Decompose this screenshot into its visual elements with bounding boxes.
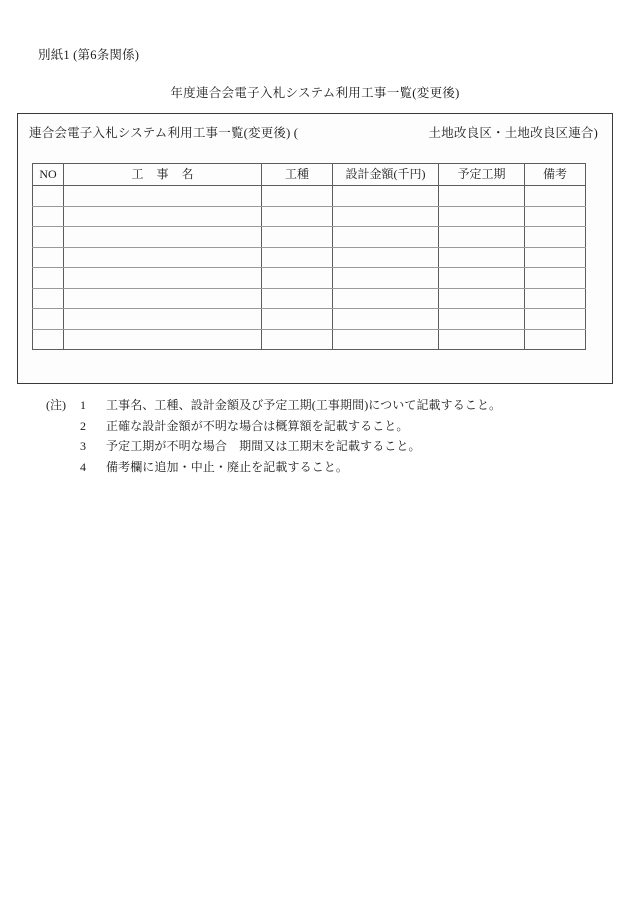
table-header-row	[33, 164, 586, 186]
cell-remarks[interactable]	[525, 206, 586, 227]
cell-work-type[interactable]	[262, 186, 333, 207]
table-header	[33, 164, 586, 186]
cell-work-name[interactable]	[64, 247, 262, 268]
cell-work-name[interactable]	[64, 268, 262, 289]
cell-design-amount[interactable]	[333, 268, 439, 289]
table-row[interactable]	[33, 227, 586, 248]
form-outer-box	[17, 113, 613, 384]
note-item	[46, 458, 501, 479]
form-number-label: 別紙1 (第6条関係)	[38, 48, 140, 62]
cell-work-name[interactable]	[64, 329, 262, 350]
cell-work-name[interactable]	[64, 206, 262, 227]
cell-no[interactable]	[33, 309, 64, 330]
cell-scheduled-period[interactable]	[439, 186, 525, 207]
cell-work-type[interactable]	[262, 206, 333, 227]
cell-work-type[interactable]	[262, 227, 333, 248]
cell-scheduled-period[interactable]	[439, 227, 525, 248]
cell-design-amount[interactable]	[333, 227, 439, 248]
notes-label: (注)	[46, 398, 66, 412]
table-row[interactable]	[33, 329, 586, 350]
form-box-header-right-label: 土地改良区・土地改良区連合)	[428, 126, 598, 140]
column-header-no: NO	[33, 164, 64, 186]
cell-scheduled-period[interactable]	[439, 268, 525, 289]
cell-no[interactable]	[33, 247, 64, 268]
cell-remarks[interactable]	[525, 268, 586, 289]
column-header-remarks: 備考	[525, 164, 586, 186]
table-row[interactable]	[33, 206, 586, 227]
table-body	[33, 186, 586, 350]
cell-remarks[interactable]	[525, 247, 586, 268]
cell-no[interactable]	[33, 186, 64, 207]
note-item	[46, 396, 501, 417]
form-box-header	[18, 121, 612, 143]
cell-work-name[interactable]	[64, 186, 262, 207]
cell-design-amount[interactable]	[333, 186, 439, 207]
table-row[interactable]	[33, 288, 586, 309]
cell-design-amount[interactable]	[333, 206, 439, 227]
table-row[interactable]	[33, 186, 586, 207]
note-item	[46, 417, 501, 438]
table-row[interactable]	[33, 309, 586, 330]
cell-no[interactable]	[33, 268, 64, 289]
cell-no[interactable]	[33, 288, 64, 309]
cell-work-type[interactable]	[262, 288, 333, 309]
cell-remarks[interactable]	[525, 288, 586, 309]
cell-scheduled-period[interactable]	[439, 288, 525, 309]
cell-remarks[interactable]	[525, 309, 586, 330]
table-row[interactable]	[33, 268, 586, 289]
cell-work-name[interactable]	[64, 309, 262, 330]
cell-work-name[interactable]	[64, 288, 262, 309]
note-text: 予定工期が不明な場合 期間又は工期末を記載すること。	[106, 439, 421, 453]
cell-scheduled-period[interactable]	[439, 247, 525, 268]
cell-no[interactable]	[33, 206, 64, 227]
cell-design-amount[interactable]	[333, 288, 439, 309]
work-list-table	[32, 163, 586, 350]
note-number: 1	[80, 398, 86, 412]
column-header-work-type: 工種	[262, 164, 333, 186]
cell-no[interactable]	[33, 227, 64, 248]
note-text: 正確な設計金額が不明な場合は概算額を記載すること。	[106, 418, 409, 433]
note-text: 備考欄に追加・中止・廃止を記載すること。	[106, 459, 349, 474]
page-title: 年度連合会電子入札システム利用工事一覧(変更後)	[170, 86, 460, 100]
column-header-scheduled-period: 予定工期	[439, 164, 525, 186]
cell-work-type[interactable]	[262, 309, 333, 330]
cell-remarks[interactable]	[525, 186, 586, 207]
cell-scheduled-period[interactable]	[439, 329, 525, 350]
note-number: 3	[80, 439, 86, 453]
note-item	[46, 437, 501, 458]
cell-design-amount[interactable]	[333, 329, 439, 350]
cell-design-amount[interactable]	[333, 247, 439, 268]
cell-work-type[interactable]	[262, 268, 333, 289]
cell-work-name[interactable]	[64, 227, 262, 248]
cell-work-type[interactable]	[262, 247, 333, 268]
cell-design-amount[interactable]	[333, 309, 439, 330]
note-number: 4	[80, 459, 86, 474]
cell-work-type[interactable]	[262, 329, 333, 350]
note-text: 工事名、工種、設計金額及び予定工期(工事期間)について記載すること。	[106, 398, 502, 412]
cell-no[interactable]	[33, 329, 64, 350]
form-box-header-left-label: 連合会電子入札システム利用工事一覧(変更後) (	[29, 126, 299, 140]
notes-section	[46, 396, 501, 478]
cell-remarks[interactable]	[525, 227, 586, 248]
note-number: 2	[80, 418, 86, 433]
column-header-design-amount: 設計金額(千円)	[333, 164, 439, 186]
cell-scheduled-period[interactable]	[439, 206, 525, 227]
column-header-work-name: 工 事 名	[64, 164, 262, 186]
cell-remarks[interactable]	[525, 329, 586, 350]
work-list-table-container	[32, 163, 579, 350]
table-row[interactable]	[33, 247, 586, 268]
cell-scheduled-period[interactable]	[439, 309, 525, 330]
